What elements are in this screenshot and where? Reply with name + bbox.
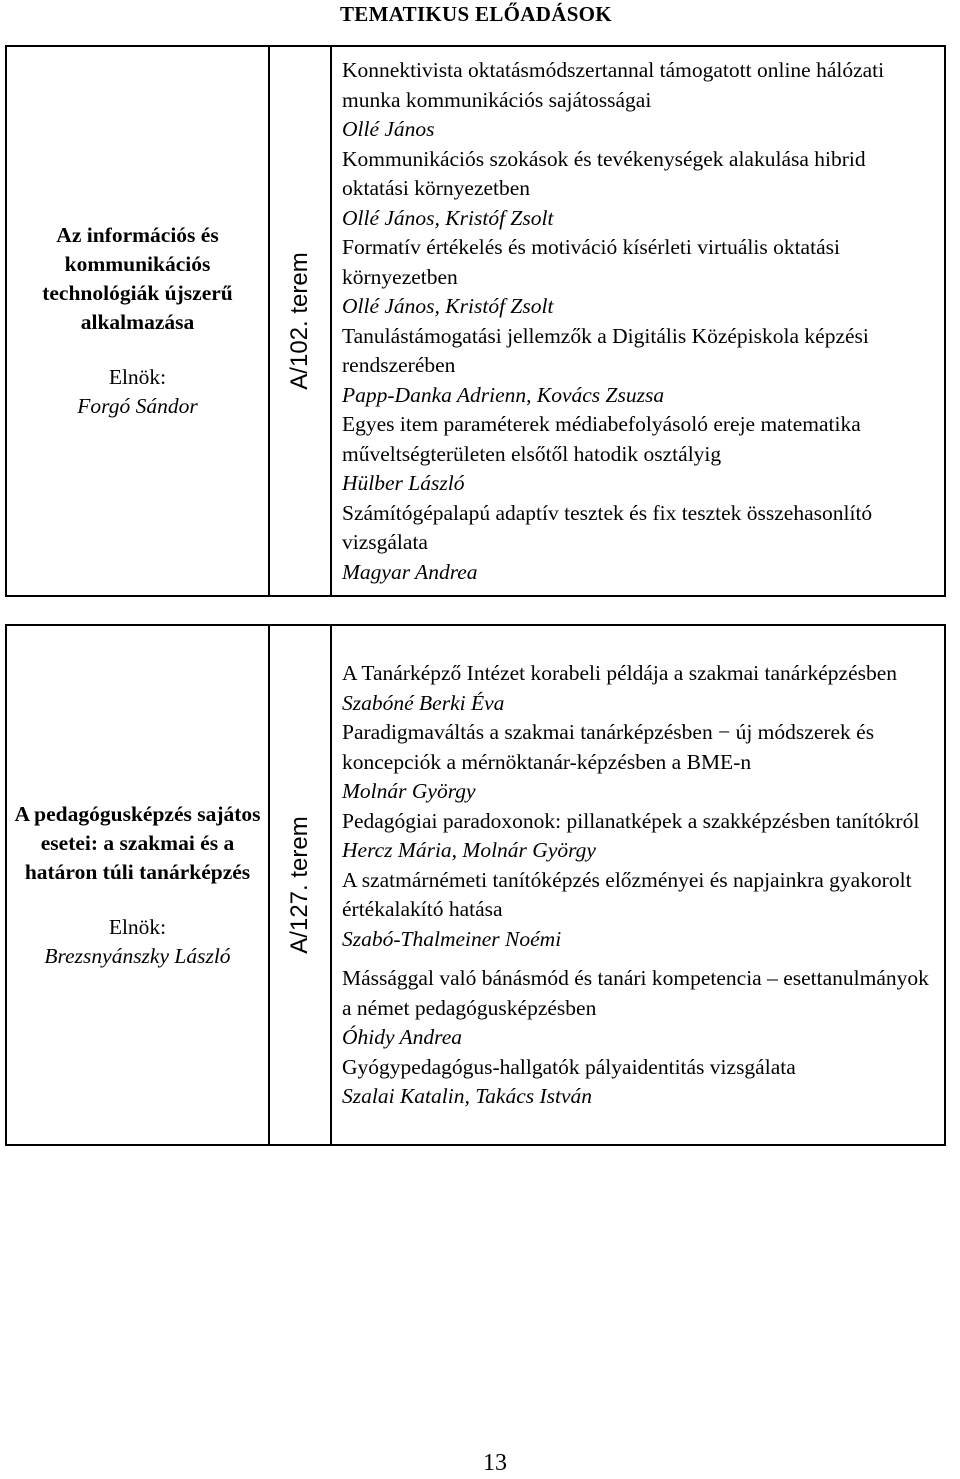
talk-item <box>342 659 936 718</box>
talk-item <box>342 56 936 145</box>
talk-item <box>342 233 936 322</box>
room-cell <box>269 46 331 596</box>
talk-authors: Ollé János, Kristóf Zsolt <box>342 294 554 318</box>
talk-title: Tanulástámogatási jellemzők a Digitális Középiskola képzési rendszerében <box>342 323 869 377</box>
talk-authors: Magyar Andrea <box>342 559 478 584</box>
page-number: 13 <box>483 1450 507 1476</box>
talk-item <box>342 718 936 807</box>
session-topic-cell <box>6 625 269 1145</box>
talk-item <box>342 145 936 234</box>
talk-authors: Hercz Mária, Molnár György <box>342 838 596 863</box>
session-topic: A pedagógusképzés sajátos esetei: a szakmai és a határon túli tanárképzés <box>14 801 261 884</box>
chair-label: Elnök: <box>108 914 167 939</box>
talk-title: Gyógypedagógus-hallgatók pályaidentitás vizsgálata <box>342 1054 796 1079</box>
room-label: A/102. terem <box>286 252 313 390</box>
talk-title: Kommunikációs szokások és tevékenységek alakulása hibrid oktatási környezetben <box>342 146 866 200</box>
chair-name: Forgó Sándor <box>77 394 198 418</box>
talk-title: A Tanárképző Intézet korabeli példája a szakmai tanárképzésben <box>342 661 898 686</box>
talk-title: Számítógépalapú adaptív tesztek és fix tesztek összehasonlító vizsgálata <box>342 500 873 554</box>
talk-authors: Hülber László <box>342 471 465 495</box>
room-cell <box>269 625 331 1145</box>
session-table-2 <box>5 624 946 1146</box>
talk-authors: Szalai Katalin, Takács István <box>342 1084 593 1109</box>
room-label: A/127. terem <box>286 816 313 954</box>
talk-authors: Molnár György <box>342 779 476 804</box>
talk-item <box>342 499 936 588</box>
chair-label: Elnök: <box>108 365 167 389</box>
session-topic: Az információs és kommunikációs technológiák újszerű alkalmazása <box>42 223 233 334</box>
talk-list <box>332 55 944 587</box>
session-table-1 <box>5 45 946 597</box>
chair-name: Brezsnyánszky László <box>44 943 231 968</box>
talk-title: Mássággal való bánásmód és tanári kompetencia – esettanulmányok a német pedagógusképzésben <box>342 966 929 1020</box>
talk-authors: Papp-Danka Adrienn, Kovács Zsuzsa <box>342 382 665 407</box>
talk-authors: Szabóné Berki Éva <box>342 690 505 715</box>
talk-authors: Ollé János, Kristóf Zsolt <box>342 205 554 230</box>
talk-authors: Szabó-Thalmeiner Noémi <box>342 926 562 951</box>
talk-title: Konnektivista oktatásmódszertannal támogatott online hálózati munka kommunikációs sajátosságai <box>342 58 885 112</box>
talk-item <box>342 1053 936 1112</box>
page-heading: TEMATIKUS ELŐADÁSOK <box>340 2 612 26</box>
talk-item <box>342 964 936 1053</box>
talk-title: Formatív értékelés és motiváció kísérleti virtuális oktatási környezetben <box>342 235 840 289</box>
talk-title: Paradigmaváltás a szakmai tanárképzésben − új módszerek és koncepciók a mérnöktanár-képzésben a BME-n <box>342 720 875 774</box>
talks-cell <box>331 46 945 596</box>
talk-item <box>342 410 936 499</box>
talk-title: Pedagógiai paradoxonok: pillanatképek a szakképzésben tanítókról <box>342 808 920 833</box>
talk-title: A szatmárnémeti tanítóképzés előzményei és napjainkra gyakorolt értékalakító hatása <box>342 867 912 922</box>
talk-item <box>342 807 936 866</box>
talk-title: Egyes item paraméterek médiabefolyásoló ereje matematika műveltségterületen elsőtől hatodik osztályig <box>342 412 861 466</box>
talk-item <box>342 322 936 411</box>
talk-authors: Ollé János <box>342 117 435 141</box>
talk-item <box>342 866 936 955</box>
talks-cell <box>331 625 945 1145</box>
talk-list <box>332 658 944 1112</box>
talk-authors: Óhidy Andrea <box>342 1025 463 1050</box>
session-topic-cell <box>6 46 269 596</box>
